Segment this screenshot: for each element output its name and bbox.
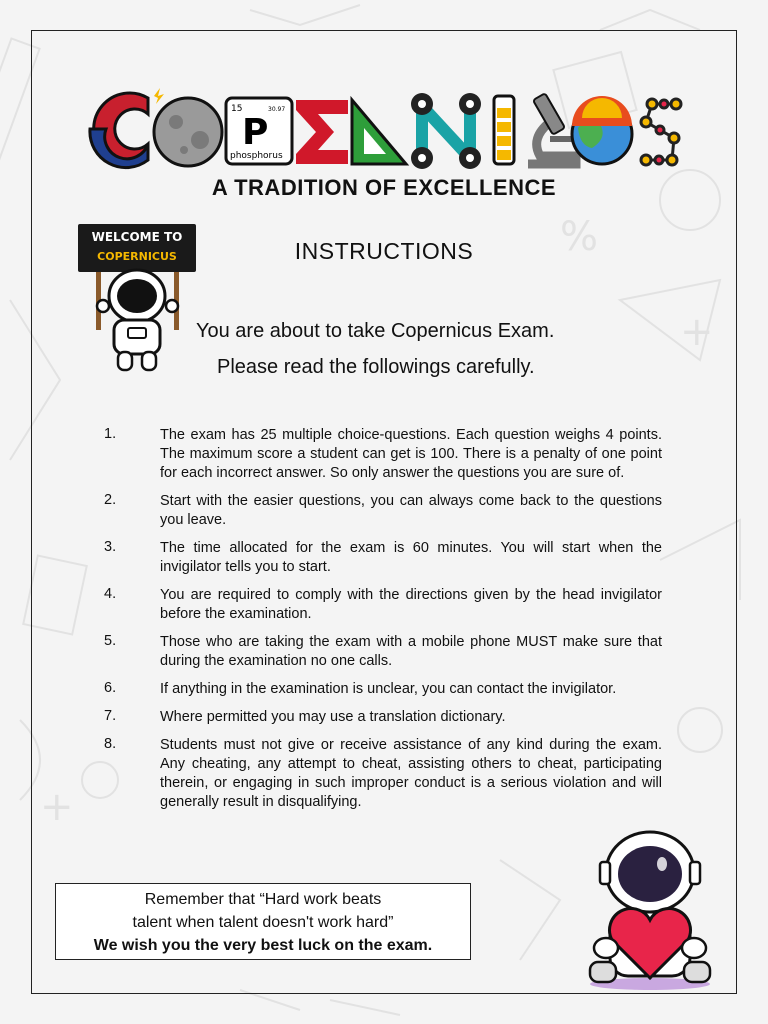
phosphorus-tile-icon xyxy=(226,98,292,164)
item-number: 2. xyxy=(104,492,117,508)
item-number: 1. xyxy=(104,426,117,442)
moon-icon xyxy=(154,98,222,166)
copernicus-logo xyxy=(80,88,690,170)
intro-line-1: You are about to take Copernicus Exam. xyxy=(196,320,555,342)
earth-core-icon xyxy=(572,96,632,164)
list-item xyxy=(104,633,662,671)
quote-line-2: talent when talent doesn't work hard” xyxy=(132,914,394,931)
tile-name: phosphorus xyxy=(230,151,283,161)
list-item xyxy=(104,736,662,812)
item-number: 7. xyxy=(104,708,117,724)
quote-line-1: Remember that “Hard work beats xyxy=(144,891,382,908)
item-text: The time allocated for the exam is 60 minutes. You will start when the invigilator tells you to start. xyxy=(160,540,662,575)
tile-mass: 30.97 xyxy=(268,106,286,113)
tile-number: 15 xyxy=(231,104,243,114)
item-text: The exam has 25 multiple choice-questions. Each question weighs 4 points. The maximum score a student can get is 100. There is a penalty of one point for each incorrect answer. So only answer the questions you are sure of. xyxy=(160,427,662,481)
instructions-list xyxy=(104,426,662,821)
test-tube-icon xyxy=(494,96,514,164)
list-item xyxy=(104,492,662,530)
tile-symbol: P xyxy=(242,112,269,153)
list-item xyxy=(104,586,662,624)
quote-line-3: We wish you the very best luck on the exam. xyxy=(93,937,433,954)
molecule-icon xyxy=(641,99,681,165)
item-text: If anything in the examination is unclear, you can contact the invigilator. xyxy=(160,681,617,697)
list-item xyxy=(104,680,662,699)
sign-line1: WELCOME TO xyxy=(91,230,183,244)
item-text: Those who are taking the exam with a mobile phone MUST make sure that during the examination no one calls. xyxy=(160,634,662,669)
item-text: Where permitted you may use a translation dictionary. xyxy=(160,709,506,725)
item-text: Start with the easier questions, you can always come back to the questions you leave. xyxy=(160,493,662,528)
list-item xyxy=(104,708,662,727)
item-number: 8. xyxy=(104,736,117,752)
item-number: 6. xyxy=(104,680,117,696)
item-text: Students must not give or receive assistance of any kind during the exam. Any cheating, any attempt to cheat, assisting others to cheat, participating therein, or engaging in such improper conduct is a serious violation and will generally result in disqualifying. xyxy=(160,737,662,810)
svg-text:+: + xyxy=(680,309,714,355)
intro-line-2: Please read the followings carefully. xyxy=(217,356,535,378)
gears-icon xyxy=(411,93,481,169)
microscope-icon xyxy=(528,93,576,164)
sign-line2: COPERNICUS xyxy=(97,250,177,263)
item-number: 5. xyxy=(104,633,117,649)
list-item xyxy=(104,539,662,577)
astronaut-heart-illustration xyxy=(580,828,720,992)
item-number: 3. xyxy=(104,539,117,555)
svg-text:%: % xyxy=(560,214,599,260)
sigma-icon xyxy=(296,100,348,164)
triangle-ruler-icon xyxy=(352,100,406,164)
item-number: 4. xyxy=(104,586,117,602)
page-title: INSTRUCTIONS xyxy=(294,238,474,264)
item-text: You are required to comply with the directions given by the head invigilator before the examination. xyxy=(160,587,662,622)
list-item xyxy=(104,426,662,483)
tagline: A TRADITION OF EXCELLENCE xyxy=(211,175,557,200)
quote-box xyxy=(55,883,471,960)
svg-text:+: + xyxy=(40,784,74,830)
